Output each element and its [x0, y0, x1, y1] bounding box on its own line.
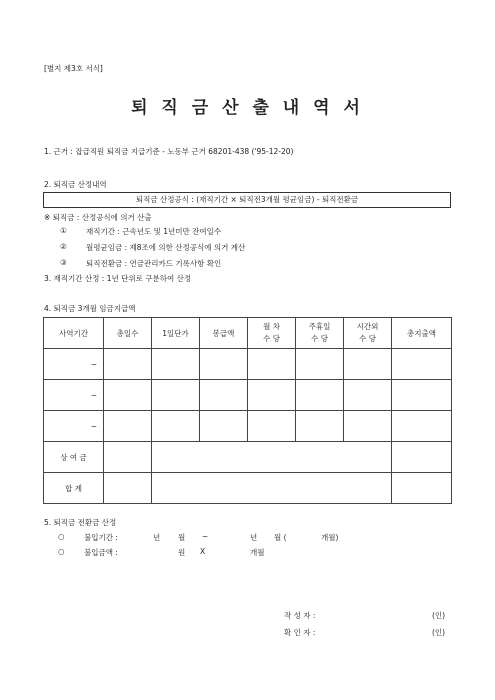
header-daily-rate: 1일단가 — [152, 318, 200, 349]
months-count-label: 개월) — [321, 533, 339, 542]
item-2-number: ② — [60, 242, 67, 251]
payment-amount-label: 불입금액 : — [84, 548, 118, 557]
header-overtime-line2: 수 당 — [359, 334, 376, 343]
section-2-note: ※ 퇴직금 : 산정공식에 의거 산출 — [44, 213, 152, 222]
sum-row — [44, 473, 452, 504]
section-4-heading: 4. 퇴직금 3개월 임금지급액 — [44, 304, 136, 313]
header-days: 총일수 — [104, 318, 152, 349]
item-2-text: 월평균임금 : 제8조에 의한 산정공식에 의거 계산 — [86, 243, 246, 252]
period-cell: ~ — [44, 349, 104, 380]
bullet-icon: ○ — [58, 532, 65, 541]
month-2-label: 월 ( — [274, 533, 287, 542]
item-3-number: ③ — [60, 258, 67, 267]
header-base-pay: 봉급액 — [200, 318, 248, 349]
header-holiday-line2: 수 당 — [311, 334, 328, 343]
table-header-row — [44, 318, 452, 349]
form-label: [별지 제3호 서식] — [44, 64, 103, 73]
month-1-label: 월 — [178, 533, 186, 542]
checker-seal: (인) — [432, 628, 446, 637]
header-monthly-line2: 수 당 — [263, 334, 280, 343]
bonus-row — [44, 442, 452, 473]
item-1-number: ① — [60, 226, 67, 235]
year-2-label: 년 — [250, 533, 258, 542]
wage-table — [43, 317, 452, 504]
section-1-basis: 1. 근거 : 잡급직원 퇴직금 지급기준 - 노동부 근거 68201-438 ('95-12-20) — [44, 147, 294, 156]
multiply-label: X — [200, 547, 206, 556]
section-2-heading: 2. 퇴직금 산정내역 — [44, 180, 107, 189]
months-label: 개월 — [250, 548, 265, 557]
header-total: 총지출액 — [392, 318, 452, 349]
period-cell: ~ — [44, 411, 104, 442]
header-monthly-allowance — [248, 318, 296, 349]
header-overtime-line1: 시간외 — [356, 322, 379, 331]
writer-label: 작 성 자 : — [284, 611, 316, 620]
checker-label: 확 인 자 : — [284, 628, 316, 637]
writer-seal: (인) — [432, 611, 446, 620]
header-monthly-line1: 월 차 — [263, 322, 280, 331]
section-3-text: 3. 재직기간 산정 : 1년 단위로 구분하여 산정 — [44, 274, 192, 283]
document-title: 퇴 직 금 산 출 내 역 서 — [131, 98, 364, 118]
table-row — [44, 411, 452, 442]
item-3-text: 퇴직전환금 : 연금관리카드 기록사항 확인 — [86, 259, 222, 268]
header-overtime-allowance — [344, 318, 392, 349]
item-1-text: 재직기간 : 근속년도 및 1년미만 잔여일수 — [86, 227, 222, 236]
table-row — [44, 349, 452, 380]
bonus-label: 상 여 금 — [44, 442, 104, 473]
won-label: 원 — [178, 548, 186, 557]
year-1-label: 년 — [153, 533, 161, 542]
formula-box: 퇴직금 산정공식 : (재직기간 × 퇴직전3개월 평균임금) - 퇴직전환금 — [43, 192, 451, 208]
header-holiday-allowance — [296, 318, 344, 349]
header-holiday-line1: 주휴일 — [308, 322, 331, 331]
header-period: 사역기간 — [44, 318, 104, 349]
section-5-heading: 5. 퇴직금 전환금 산정 — [44, 518, 117, 527]
sum-label: 합 계 — [44, 473, 104, 504]
table-row — [44, 380, 452, 411]
bullet-icon: ○ — [58, 547, 65, 556]
payment-period-label: 불입기간 : — [84, 533, 118, 542]
period-tilde: ~ — [202, 532, 209, 541]
period-cell: ~ — [44, 380, 104, 411]
